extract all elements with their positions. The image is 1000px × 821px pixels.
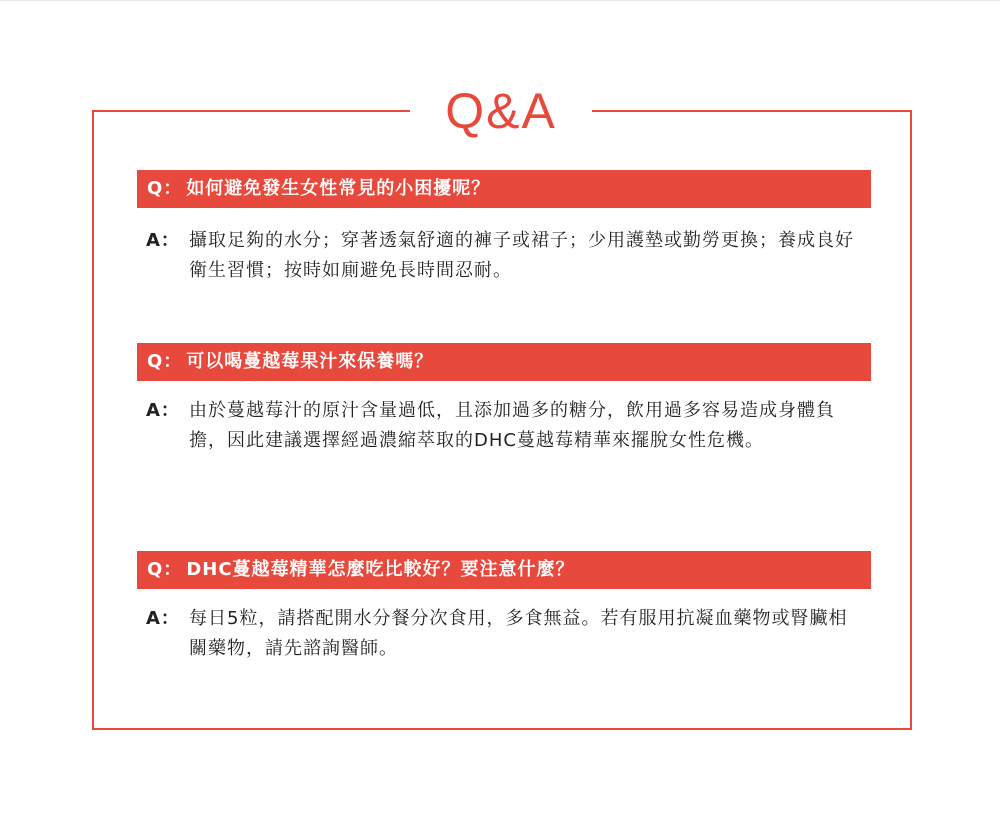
question-prefix: Q： xyxy=(147,178,183,199)
answer-prefix: A： xyxy=(146,608,180,629)
answer-prefix: A： xyxy=(146,230,180,251)
question-text-2: 可以喝蔓越莓果汁來保養嗎？ xyxy=(186,351,434,372)
question-bar-1 xyxy=(137,170,871,208)
question-prefix: Q： xyxy=(147,559,183,580)
answer-text-1: 攝取足夠的水分；穿著透氣舒適的褲子或裙子；少用護墊或勤勞更換；養成良好衛生習慣；按時如廁避免長時間忍耐。 xyxy=(189,230,854,281)
question-bar-3 xyxy=(137,551,871,589)
question-text-3: DHC蔓越莓精華怎麼吃比較好？要注意什麼？ xyxy=(186,559,575,580)
question-text-1: 如何避免發生女性常見的小困擾呢？ xyxy=(186,178,491,199)
question-prefix: Q： xyxy=(147,351,183,372)
answer-text-2: 由於蔓越莓汁的原汁含量過低，且添加過多的糖分，飲用過多容易造成身體負擔，因此建議選擇經過濃縮萃取的DHC蔓越莓精華來擺脫女性危機。 xyxy=(189,400,835,451)
answer-prefix: A： xyxy=(146,400,180,421)
top-divider xyxy=(0,0,1000,1)
page-title: Q&A xyxy=(410,78,592,144)
answer-block-1 xyxy=(146,226,866,286)
answer-block-2 xyxy=(146,396,866,456)
question-bar-2 xyxy=(137,343,871,381)
answer-text-3: 每日5粒，請搭配開水分餐分次食用，多食無益。若有服用抗凝血藥物或腎臟相關藥物，請先諮詢醫師。 xyxy=(189,608,848,659)
answer-block-3 xyxy=(146,604,866,664)
